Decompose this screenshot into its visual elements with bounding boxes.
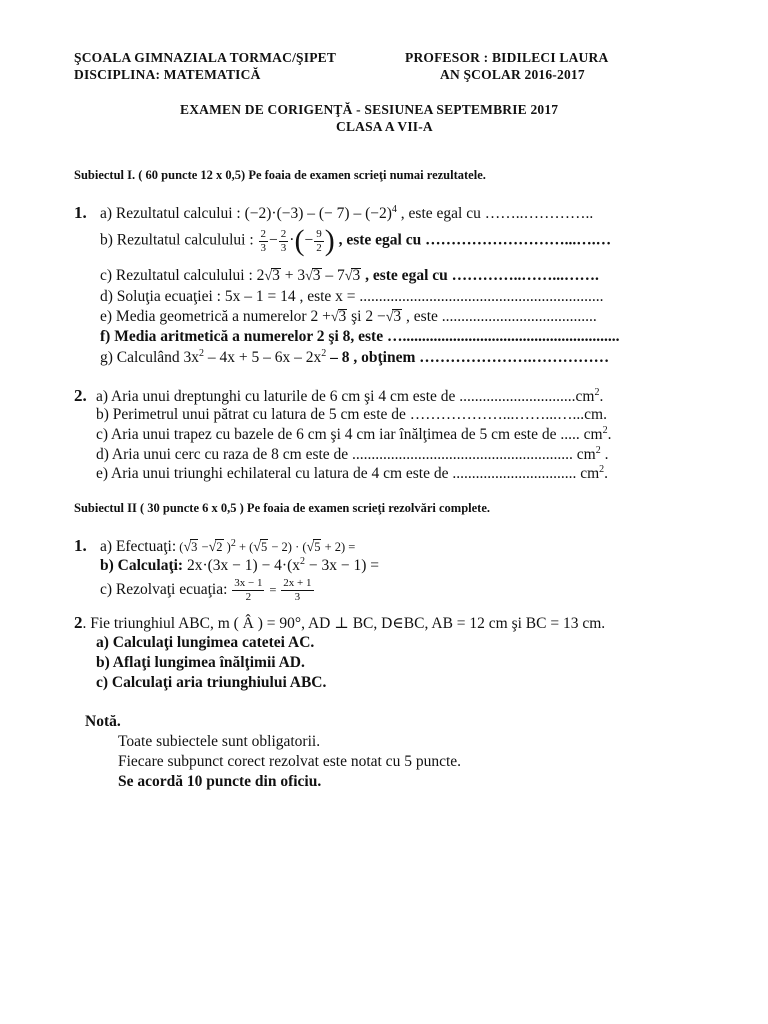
note-line-2: Fiecare subpunct corect rezolvat este notat cu 5 puncte. (118, 753, 462, 770)
s1-item-1a: 1. a) Rezultatul calcului : (−2)·(−3) – (− $7) - (-2)^4$ , este egal cu ……..………….. (74, 203, 594, 222)
s1-item-2b: b) Perimetrul unui pătrat cu latura de 5 cm este de ………………...……...…...cm. (96, 406, 607, 423)
s2-item-2-intro: 2. Fie triunghiul ABC, m ( Â ) = 90°, AD ⊥ BC, D∈BC, AB = 12 cm şi BC = 13 cm. (74, 613, 606, 632)
subject-1-title: Subiectul I. ( 60 puncte 12 x 0,5) Pe foaia de examen scrieţi numai rezultatele. (74, 168, 486, 182)
fraction: $\frac{3x - 1}{2}$ (234, 577, 263, 603)
exam-title: EXAMEN DE CORIGENŢĂ - SESIUNEA SEPTEMBRIE 2017 (180, 102, 559, 117)
s2-item-1b: b) Calculaţi: $2x\cdot(3x - 1) - 4\cdot(x^2 - 3x - 1)$ = (100, 555, 380, 574)
s1-item-2a: 2. a) Aria unui dreptunghi cu laturile de 6 cm şi 4 cm este de $..............................cm^2$. (74, 386, 604, 405)
sqrt-icon: √ (264, 269, 273, 284)
discipline: DISCIPLINA: MATEMATICĂ (74, 67, 261, 82)
note-line-3: Se acordă 10 puncte din oficiu. (118, 773, 322, 790)
s1-item-2c: c) Aria unui trapez cu bazele de 6 cm şi 4 cm iar înălţimea de 5 cm este de ..... $cm^2$. (96, 424, 612, 443)
s2-item-1a: 1. a) Efectuaţi: (√3 −√2 )$^2$ + (√5 − 2) · (√5 + 2) = (74, 536, 356, 555)
fraction: $\frac{2}{3}$ (280, 227, 287, 254)
sqrt-icon: √ (330, 310, 339, 325)
sqrt-icon: √ (385, 310, 394, 325)
s1-item-1c: c) Rezultatul calculului : 2√3 + 3√3 – 7√3 , este egal cu …………..……...……. (100, 267, 599, 284)
s2-item-1c: c) Rezolvaţi ecuaţia: $\frac{3x - 1}{2}$ = $\frac{2x + 1}{3}$ (100, 577, 312, 603)
s2-item-2c: c) Calculaţi aria triunghiului ABC. (96, 674, 327, 691)
s2-p1-number: 1. (74, 536, 87, 555)
s1-item-2e: e) Aria unui triunghi echilateral cu latura de 4 cm este de ................................ $cm^2$. (96, 463, 609, 482)
class-label: CLASA A VII-A (336, 119, 433, 134)
note-line-1: Toate subiectele sunt obligatorii. (118, 733, 321, 750)
s1-item-1e: e) Media geometrică a numerelor 2 +√3 şi 2 −√3 , este ........................................ (100, 308, 597, 325)
sqrt-icon: √ (305, 269, 313, 284)
s1-item-1b: b) Rezultatul calculului : $\frac{2}{3}$ − $\frac{2}{3}$ ·(− $\frac{9}{2}$ ) , este egal cu ………………………...….… (100, 224, 612, 257)
s2-item-2a: a) Calculaţi lungimea catetei AC. (96, 634, 315, 651)
s1-item-1g: g) Calculând $3x^2 - 4x + 5 - 6x - 2x^2 - 8$ , obţinem ………………….…………… (100, 347, 610, 366)
teacher-name: PROFESOR : BIDILECI LAURA (405, 50, 609, 65)
sqrt-icon: √ (306, 540, 315, 555)
sqrt-icon: √ (208, 540, 217, 555)
note-title: Notă. (85, 713, 121, 730)
sqrt-icon: √ (183, 540, 192, 555)
s2-item-2b: b) Aflaţi lungimea înălţimii AD. (96, 654, 305, 671)
s1-item-1d: d) Soluţia ecuaţiei : 5x – 1 = 14 , este x = ............................................................... (100, 288, 604, 305)
s1-item-1f: f) Media aritmetică a numerelor 2 şi 8, este …........................................................ (100, 328, 620, 345)
fraction: $\frac{9}{2}$ (316, 227, 322, 254)
fraction: $\frac{2}{3}$ (260, 227, 267, 254)
right-paren: ) (324, 224, 335, 257)
left-paren: ( (294, 224, 305, 257)
s1-p1-number: 1. (74, 203, 87, 222)
subject-2-title: Subiectul II ( 30 puncte 6 x 0,5 ) Pe foaia de examen scrieţi rezolvări complete. (74, 501, 491, 515)
sqrt-icon: √ (344, 269, 353, 284)
sqrt-icon: √ (253, 540, 261, 555)
school-name: ŞCOALA GIMNAZIALA TORMAC/ŞIPET (74, 50, 337, 65)
s1-p2-number: 2. (74, 386, 87, 405)
fraction: $\frac{2x + 1}{3}$ (283, 577, 312, 603)
school-year: AN ŞCOLAR 2016-2017 (440, 67, 585, 82)
s1-item-2d: d) Aria unui cerc cu raza de 8 cm este de ......................................................... $cm^2$ . (96, 444, 609, 463)
